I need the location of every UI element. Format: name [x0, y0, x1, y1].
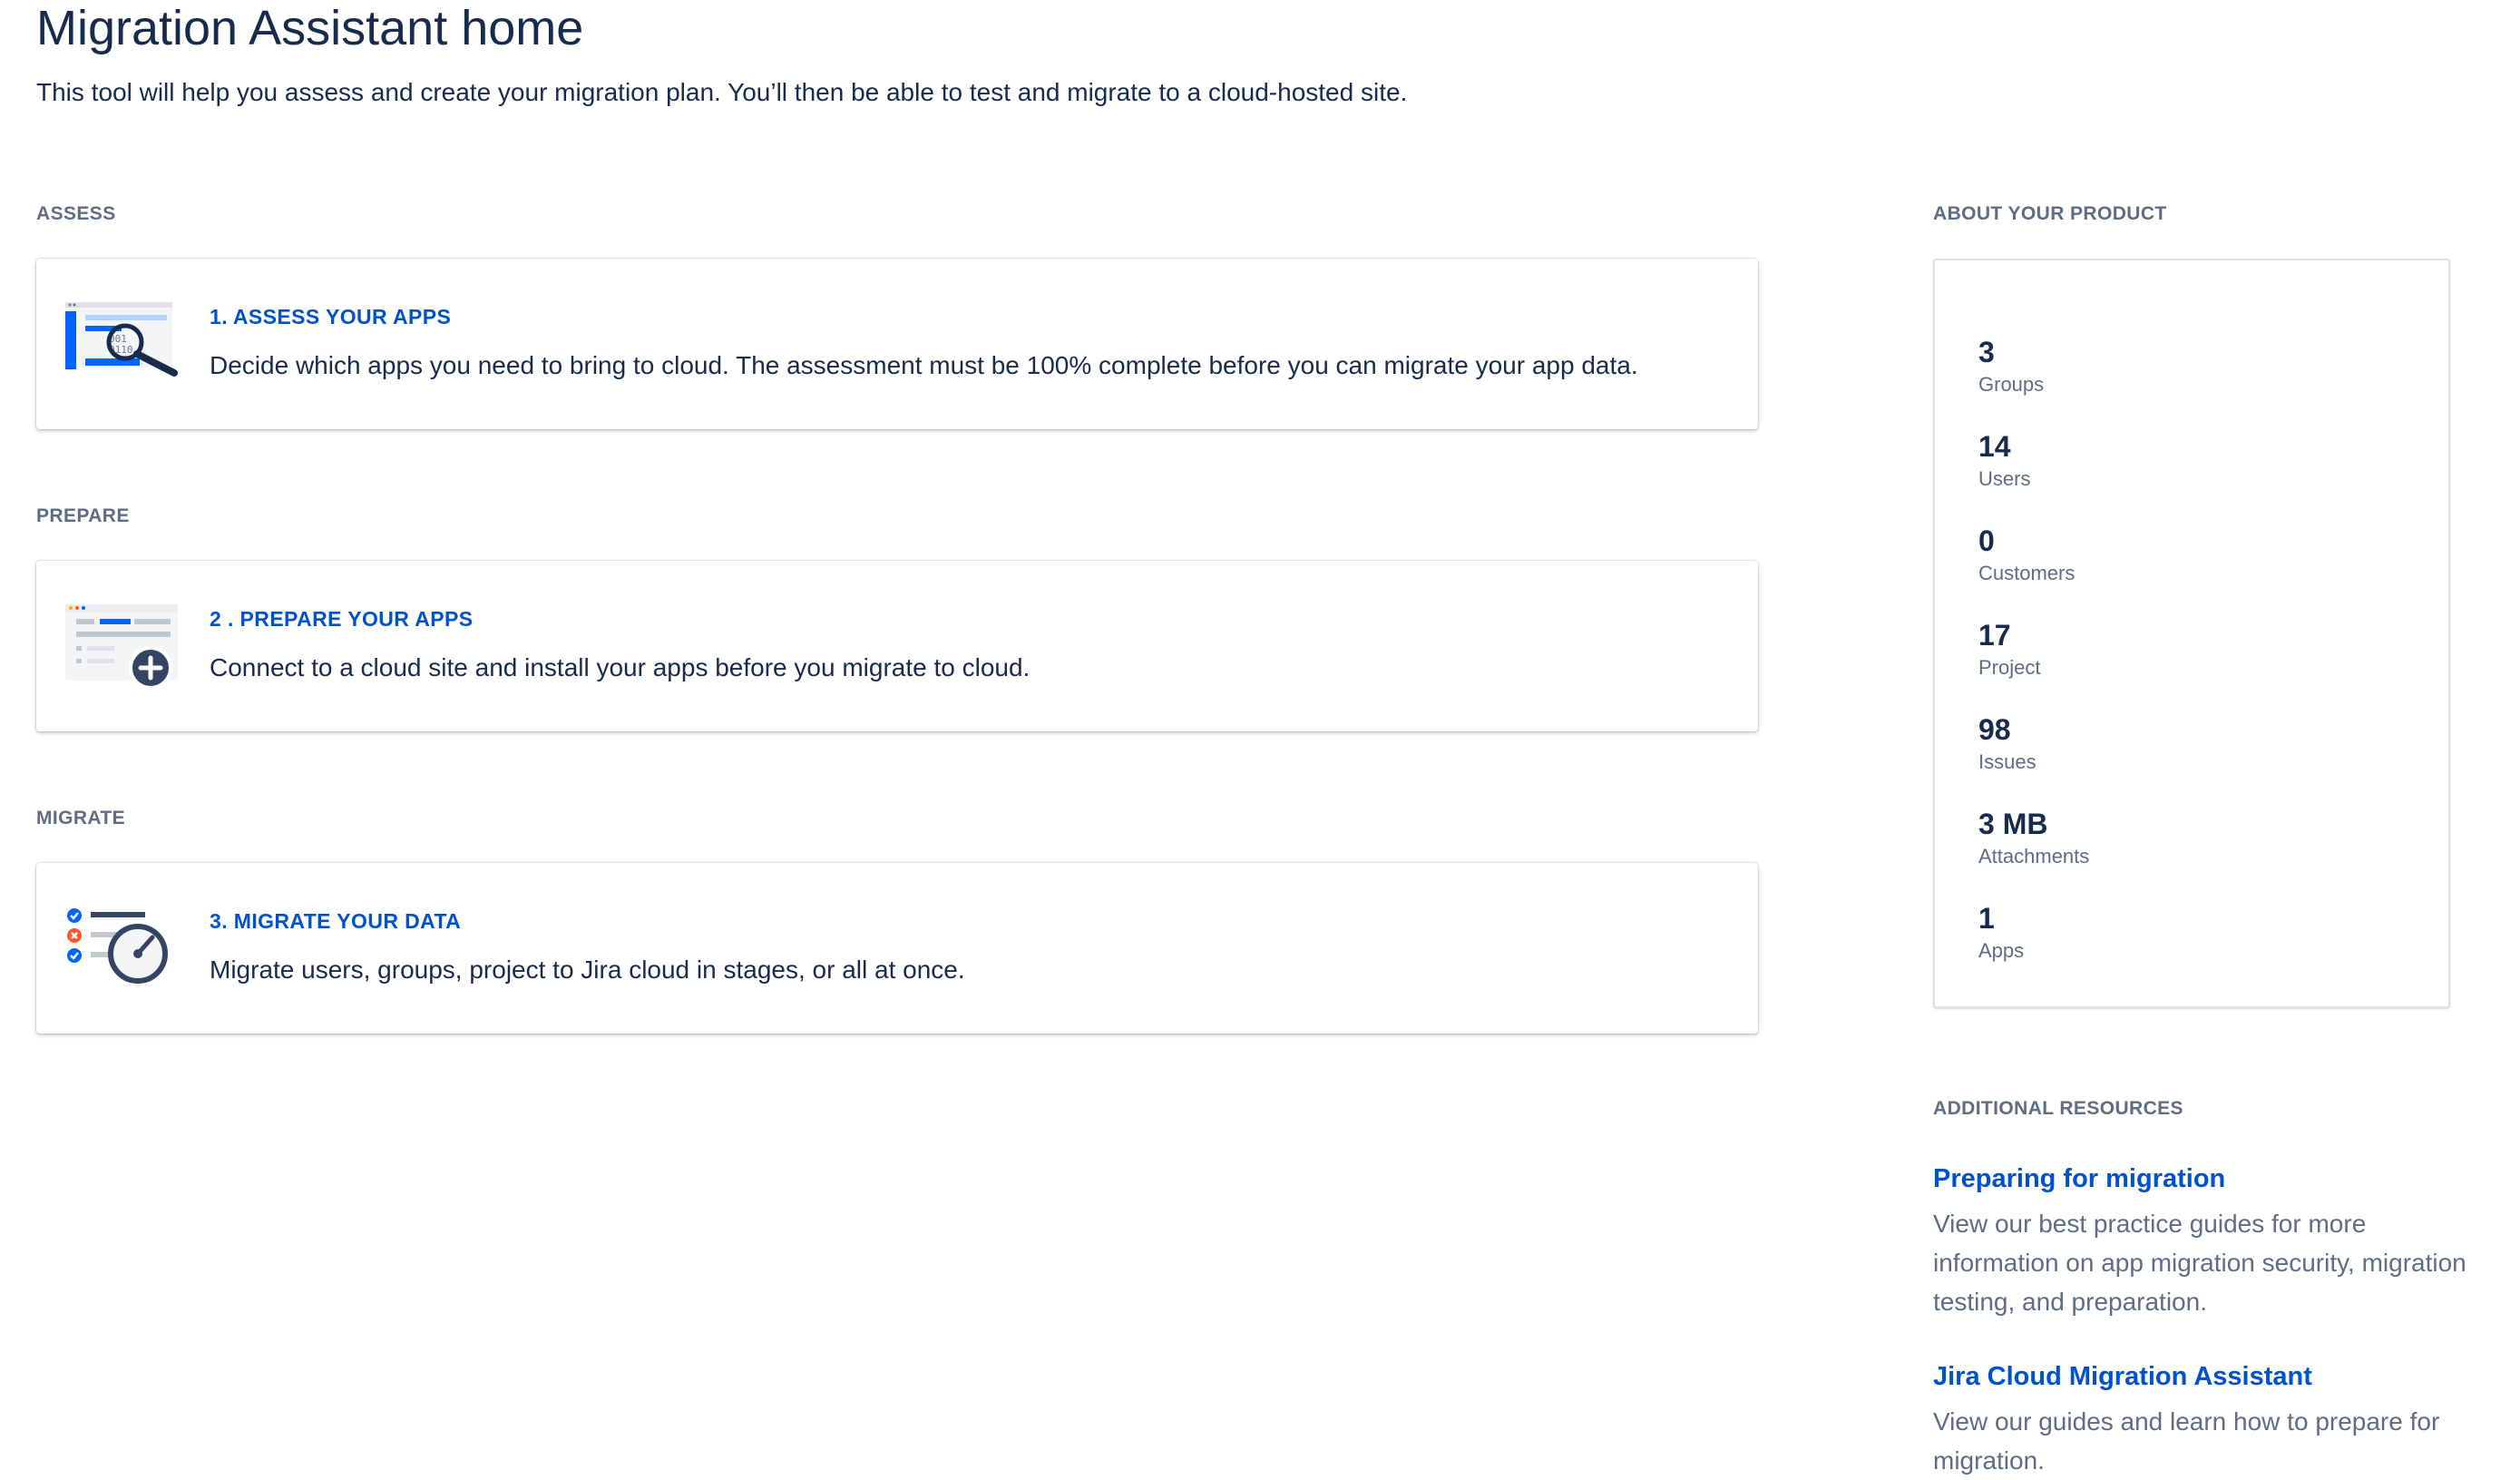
preparing-for-migration-link[interactable]: Preparing for migration — [1933, 1164, 2226, 1193]
svg-text:0110: 0110 — [109, 344, 133, 356]
resource-jira-cloud-migration-assistant — [1933, 1360, 2477, 1480]
stat-value: 3 MB — [1978, 808, 2048, 840]
stat-apps — [1978, 901, 2024, 963]
page-subtitle: This tool will help you assess and create your migration plan. You’ll then be able to test and migrate to a cloud-hosted site. — [36, 78, 1408, 106]
stat-project — [1978, 618, 2040, 680]
stat-label: Issues — [1978, 750, 2037, 773]
section-label-about-product: ABOUT YOUR PRODUCT — [1933, 203, 2167, 224]
prepare-apps-title[interactable]: 2 . PREPARE YOUR APPS — [210, 607, 474, 631]
assess-apps-description: Decide which apps you need to bring to cloud. The assessment must be 100% complete before you can migrate your app data. — [210, 351, 1638, 379]
resource-preparing-for-migration — [1933, 1162, 2477, 1321]
migrate-data-gauge-icon — [63, 905, 181, 992]
stat-value: 3 — [1978, 336, 1995, 368]
stat-attachments — [1978, 807, 2089, 868]
prepare-apps-add-icon — [63, 603, 181, 690]
stat-value: 14 — [1978, 430, 2011, 463]
stat-value: 1 — [1978, 902, 1995, 935]
stat-value: 0 — [1978, 524, 1995, 557]
assess-apps-card[interactable] — [36, 259, 1758, 429]
migrate-data-card[interactable] — [36, 863, 1758, 1034]
section-label-assess: ASSESS — [36, 203, 116, 224]
about-product-card — [1933, 259, 2450, 1008]
page-title: Migration Assistant home — [36, 1, 584, 55]
preparing-for-migration-description: View our best practice guides for more information on app migration security, migration testing, and preparation. — [1933, 1210, 2466, 1316]
section-label-prepare: PREPARE — [36, 505, 130, 526]
assess-apps-magnifier-icon — [63, 300, 181, 387]
stat-customers — [1978, 524, 2075, 585]
stat-users — [1978, 429, 2030, 491]
stat-label: Apps — [1978, 939, 2025, 962]
jira-cloud-migration-assistant-link[interactable]: Jira Cloud Migration Assistant — [1933, 1362, 2312, 1391]
migrate-data-description: Migrate users, groups, project to Jira cloud in stages, or all at once. — [210, 956, 965, 984]
prepare-apps-description: Connect to a cloud site and install your apps before you migrate to cloud. — [210, 653, 1030, 681]
stat-label: Attachments — [1978, 845, 2090, 867]
stat-label: Users — [1978, 467, 2031, 490]
stat-value: 98 — [1978, 713, 2011, 746]
stat-groups — [1978, 335, 2044, 397]
stat-label: Project — [1978, 656, 2041, 679]
section-label-additional-resources: ADDITIONAL RESOURCES — [1933, 1098, 2183, 1119]
jira-cloud-migration-assistant-description: View our guides and learn how to prepare for migration. — [1933, 1407, 2440, 1475]
prepare-apps-card[interactable] — [36, 561, 1758, 731]
stat-value: 17 — [1978, 619, 2011, 652]
svg-text:001: 001 — [109, 333, 127, 345]
migrate-data-title[interactable]: 3. MIGRATE YOUR DATA — [210, 909, 462, 933]
stat-label: Groups — [1978, 373, 2045, 396]
stat-issues — [1978, 712, 2037, 774]
assess-apps-title[interactable]: 1. ASSESS YOUR APPS — [210, 305, 452, 328]
section-label-migrate: MIGRATE — [36, 808, 126, 828]
stat-label: Customers — [1978, 562, 2076, 584]
